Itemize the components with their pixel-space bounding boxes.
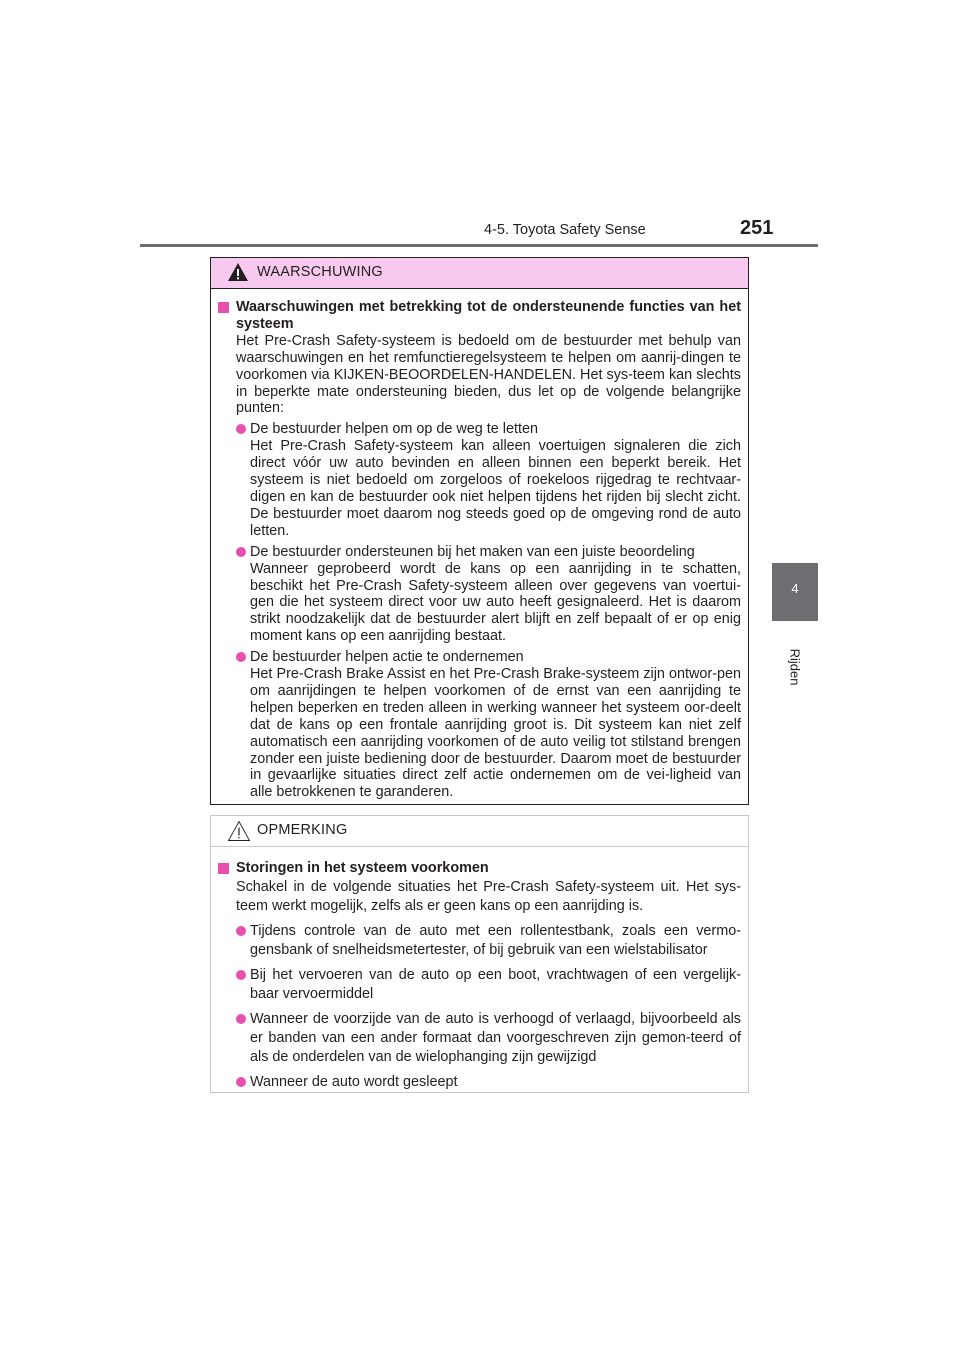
note-item: Wanneer de voorzijde van de auto is verhoogd of verlaagd, bijvoorbeeld als er banden van een ander formaat dan voorgeschreven zijn gemon-teerd of als de onderdelen van de wielophanging zijn gewijzigd (236, 1010, 741, 1067)
page-number: 251 (740, 217, 774, 239)
warning-item-title: De bestuurder helpen om op de weg te letten (250, 421, 539, 438)
chapter-number: 4 (791, 581, 799, 596)
note-box (210, 815, 749, 1093)
chapter-label: Rijden (787, 648, 803, 686)
warning-item (236, 544, 741, 645)
warning-heading: Waarschuwingen met betrekking tot de ondersteunende functies van het systeem (218, 299, 741, 333)
note-intro: Schakel in de volgende situaties het Pre-Crash Safety-systeem uit. Het sys-teem werkt mogelijk, zelfs als er geen kans op een aanrijding is. (236, 879, 741, 914)
warning-intro: Het Pre-Crash Safety-systeem is bedoeld om de bestuurder met behulp van waarschuwingen en het remfunctieregelsysteem te helpen om aanrij-dingen te voorkomen via KIJKEN-BEOORDELEN-HANDELEN. Het sys-teem kan slechts in beperkte mate ondersteuning bieden, dus let op de volgende belangrijke punten: (236, 332, 741, 417)
warning-triangle-icon (227, 262, 249, 282)
note-heading: Storingen in het systeem voorkomen (218, 859, 741, 878)
note-item: Wanneer de auto wordt gesleept (236, 1073, 741, 1092)
warning-item (236, 421, 741, 539)
chapter-label-wrap (767, 627, 823, 707)
warning-item-body: Het Pre-Crash Brake Assist en het Pre-Crash Brake-systeem zijn ontwor-pen om aanrijdingen te helpen voorkomen of de ernst van een aanrijding te helpen beperken en treden alleen in werking wanneer het systeem oor-deelt dat de kans op een frontale aanrijding groot is. Dit systeem kan niet zelf automatisch een aanrijding voorkomen of de auto veilig tot stilstand brengen zonder een juiste bediening door de bestuurder. Daarom moet de bestuurder in gevaarlijke situaties direct zelf actie ondernemen om de vei-ligheid van alle betrokkenen te garanderen. (250, 666, 741, 801)
warning-item (236, 649, 741, 801)
note-header (211, 816, 748, 847)
warning-box (210, 257, 749, 805)
chapter-tab (772, 563, 818, 621)
note-content (211, 847, 748, 1092)
warning-item-body: Wanneer geprobeerd wordt de kans op een aanrijding in te schatten, beschikt het Pre-Crash Safety-systeem alleen over gegevens van voertui-gen die het systeem direct voor uw auto heeft gesignaleerd. Het is daarom strikt noodzakelijk dat de bestuurder alert blijft en zelf bepaalt of er op enig moment kans op een aanrijding bestaat. (250, 560, 741, 645)
warning-header (211, 258, 748, 289)
warning-item-title: De bestuurder helpen actie te ondernemen (250, 649, 524, 666)
caution-triangle-outline-icon (227, 820, 251, 842)
warning-item-title: De bestuurder ondersteunen bij het maken van een juiste beoordeling (250, 543, 695, 560)
warning-content (211, 289, 748, 801)
warning-title: WAARSCHUWING (257, 264, 383, 280)
section-title: 4-5. Toyota Safety Sense (484, 222, 646, 238)
note-title: OPMERKING (257, 822, 348, 838)
warning-item-body: Het Pre-Crash Safety-systeem kan alleen voertuigen signaleren die zich direct vóór uw auto bevinden en alleen binnen een beperkt bereik. Het systeem is niet bedoeld om zorgeloos of roekeloos rijgedrag te rechtvaar-digen en kan de bestuurder ook niet helpen tijdens het rijden bij slecht zicht. De bestuurder moet daarom nog steeds goed op de omgeving rond de auto letten. (250, 438, 741, 539)
note-item: Tijdens controle van de auto met een rollentestbank, zoals een vermo-gensbank of snelheidsmetertester, of bij gebruik van een wielstabilisator (236, 922, 741, 960)
header-divider (140, 244, 818, 247)
note-item: Bij het vervoeren van de auto op een boot, vrachtwagen of een vergelijk-baar vervoermiddel (236, 966, 741, 1004)
